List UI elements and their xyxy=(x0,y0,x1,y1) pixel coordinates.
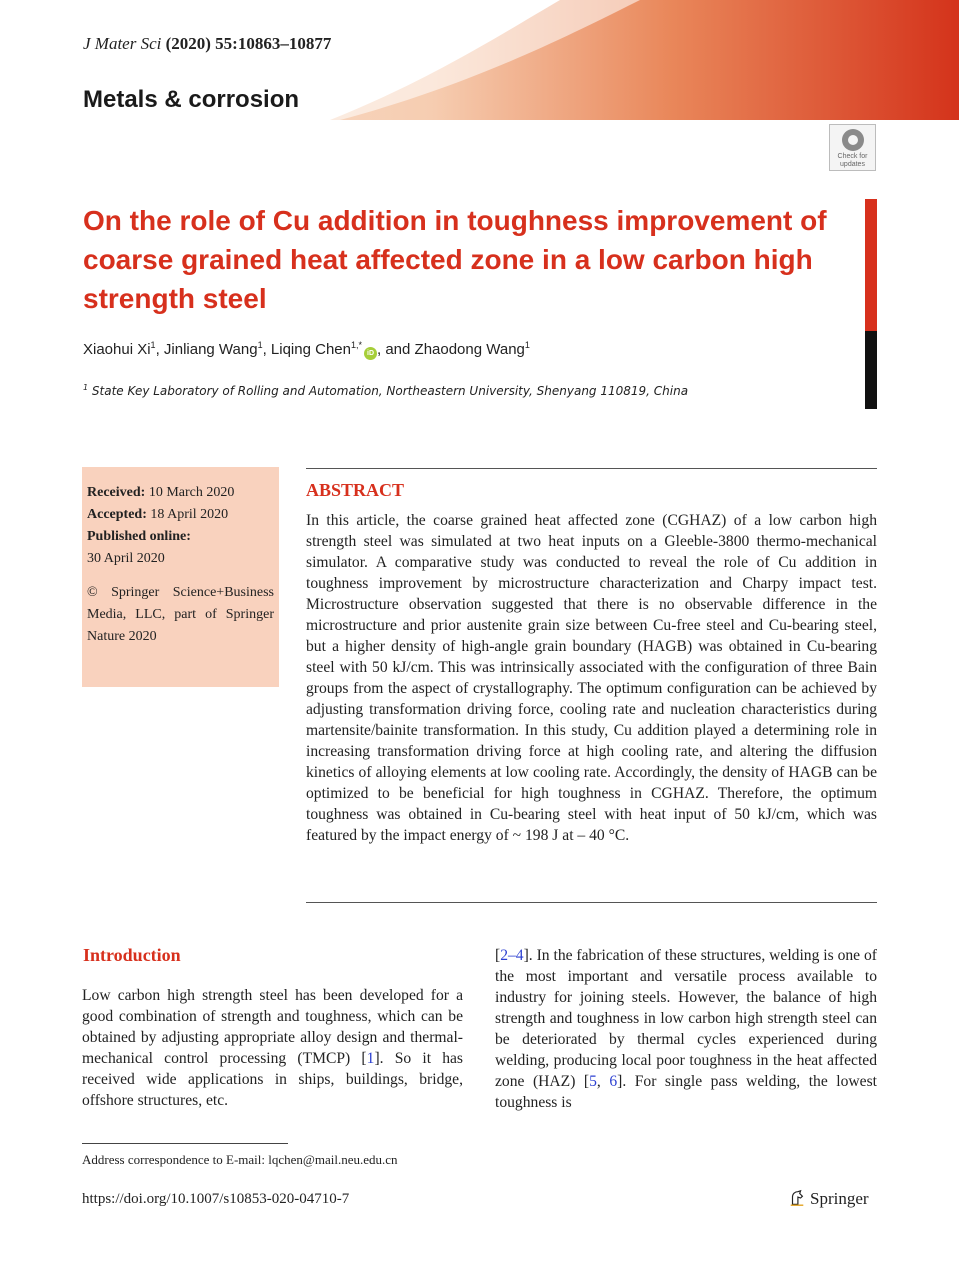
published-label xyxy=(87,526,274,548)
check-for-updates-badge[interactable] xyxy=(829,124,876,171)
check-updates-line1: Check for xyxy=(837,153,868,160)
section-label: Metals & corrosion xyxy=(83,86,300,113)
citation-link[interactable]: 2–4 xyxy=(500,947,524,964)
author-list xyxy=(83,340,530,360)
abstract-heading: ABSTRACT xyxy=(306,480,405,500)
author-affil-mark: 1 xyxy=(524,340,530,350)
intro-text: ]. So it has received wide applications in ships, buildings, bridge, offshore structures, etc. xyxy=(82,1050,463,1109)
author-name: , Liqing Chen xyxy=(262,341,351,358)
affiliation-text: State Key Laboratory of Rolling and Automation, Northeastern University, Shenyang 110819, China xyxy=(91,384,689,398)
citation-link[interactable]: 6 xyxy=(609,1073,618,1090)
side-bar-red xyxy=(865,199,877,331)
author-affil-mark: 1,* xyxy=(350,340,362,350)
springer-horse-icon xyxy=(788,1189,806,1207)
abstract-rule-top xyxy=(306,468,877,469)
citation-link[interactable]: 5 xyxy=(589,1073,597,1090)
intro-column-left xyxy=(82,985,463,1111)
accepted-value: 18 April 2020 xyxy=(146,507,229,522)
article-title: On the role of Cu addition in toughness improvement of coarse grained heat affected zone in a low carbon high strength steel xyxy=(83,205,827,314)
springer-logo xyxy=(788,1189,869,1209)
received-label: Received: xyxy=(87,485,146,500)
orcid-icon[interactable]: iD xyxy=(364,347,377,360)
published-label-text: Published online: xyxy=(87,529,191,544)
author-affil-mark: 1 xyxy=(150,340,156,350)
author-name: , and Zhaodong Wang xyxy=(377,341,525,358)
check-updates-line2: updates xyxy=(840,161,865,168)
intro-text: [ xyxy=(495,947,501,964)
abstract-text: In this article, the coarse grained heat affected zone (CGHAZ) of a low carbon high strength steel was simulated at two heat inputs on a Gleeble-3800 thermo-mechanical simulator. A comparative study was conducted to reveal the role of Cu addition in toughness improvement by microstructure characterization and Charpy impact test. Microstructure observation suggested that there is no observable difference in the microstructure and prior austenite grain size between Cu-free steel and Cu-bearing steel, but a higher density of high-angle grain boundary (HAGB) was obtained in Cu-bearing steel with 50 kJ/cm. This was intrinsically associated with the configuration of three Bain groups from the aspect of crystallography. The optimum configuration can be achieved by adjusting transformation driving force, cooling rate and nucleation characteristics during martensite/bainite transformation. In this study, Cu addition played a determining role in increasing transformation driving force at high cooling rate, and altering the diffusion kinetics of alloying elements at low cooling rate. Accordingly, the density of HAGB can be optimized to be beneficial for high toughness in CGHAZ. Therefore, the optimum toughness was obtained in Cu-bearing steel with heat input of 50 kJ/cm, which was featured by the impact energy of ~ 198 J at – 40 °C. xyxy=(306,512,877,844)
affiliation-mark: 1 xyxy=(83,383,89,392)
author-name: Xiaohui Xi xyxy=(83,341,151,358)
publisher-name: Springer xyxy=(810,1189,869,1208)
intro-column-right xyxy=(495,945,877,1113)
introduction-heading: Introduction xyxy=(83,945,181,965)
author-name: , Jinliang Wang xyxy=(155,341,258,358)
intro-text: ]. For single pass welding, the lowest toughness is xyxy=(495,1073,877,1111)
correspondence-footnote: Address correspondence to E-mail: lqchen@mail.neu.edu.cn xyxy=(82,1152,398,1167)
copyright-notice: © Springer Science+Business Media, LLC, part of Springer Nature 2020 xyxy=(87,585,274,644)
citation: (2020) 55:10863–10877 xyxy=(165,34,332,53)
intro-text: Low carbon high strength steel has been developed for a good combination of strength and toughness, which can be obtained by adjusting appropriate alloy design and thermal-mechanical control processing (TMCP) [ xyxy=(82,987,463,1067)
abstract-rule-bottom xyxy=(306,902,877,903)
published-date: 30 April 2020 xyxy=(87,551,165,566)
received-date xyxy=(87,482,274,504)
affiliation xyxy=(83,383,688,398)
accepted-label: Accepted: xyxy=(87,507,147,522)
doi-link[interactable]: https://doi.org/10.1007/s10853-020-04710-7 xyxy=(82,1191,350,1207)
journal-citation xyxy=(83,34,331,54)
accepted-date xyxy=(87,504,274,526)
intro-text: ]. In the fabrication of these structures, welding is one of the most important and versatile process available to industry for joining steels. However, the balance of high strength and toughness in low carbon high strength steel can be deteriorated by thermal cycles experienced during welding, producing local poor toughness in the heat affected zone (HAZ) [ xyxy=(495,947,877,1090)
journal-name: J Mater Sci xyxy=(83,34,162,53)
received-value: 10 March 2020 xyxy=(145,485,235,500)
author-affil-mark: 1 xyxy=(257,340,263,350)
citation-link[interactable]: 1 xyxy=(366,1050,375,1067)
dates-box xyxy=(82,467,279,687)
check-updates-icon xyxy=(842,129,864,151)
footnote-rule xyxy=(82,1143,288,1144)
intro-text: , xyxy=(596,1073,610,1090)
side-bar-black xyxy=(865,331,877,409)
